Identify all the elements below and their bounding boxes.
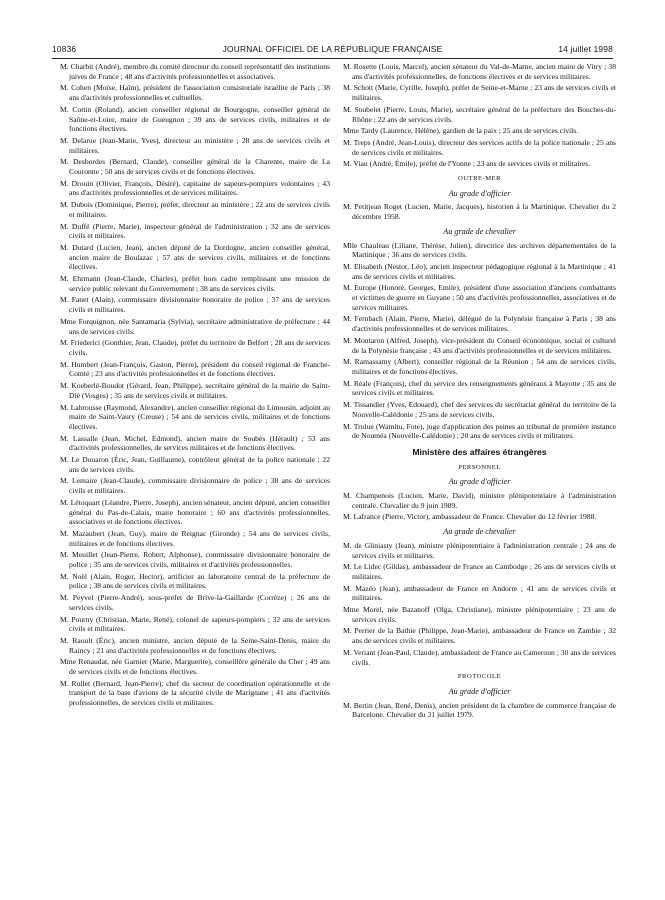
list-item: M. Le Douaron (Éric, Jean, Guillaume), contrôleur général de la police nationale ; 22 ans de services civils. <box>60 455 330 474</box>
list-item: M. Treps (André, Jean-Louis), directeur des services actifs de la police nationale ; 25 ans de services civils et militaires. <box>343 137 616 157</box>
section-heading-outremer: OUTRE-MER <box>458 175 501 183</box>
header-rule <box>52 58 613 59</box>
grade-heading-officier: Au grade d'officier <box>448 188 511 198</box>
list-item: M. Létoquart (Léandre, Pierre, Joseph), ancien sénateur, ancien député, ancien conseiller général du Pas-de-Calais, maire honoraire ; 60 ans d'activités professionnelles, associatives et de fonctions électives. <box>60 497 330 527</box>
list-item: M. Rosette (Louis, Marcel), ancien sénateur du Val-de-Marne, ancien maire de Vitry ; 38 ans d'activités professionnelles, de fonctions électives et de services militaires. <box>343 62 616 81</box>
list-item: M. Réale (François), chef du service des renseignements généraux à Mayotte ; 35 ans de services civils et militaires. <box>343 378 616 398</box>
page-header <box>52 44 613 58</box>
list-item: M. Raoult (Éric), ancien ministre, ancien député de la Seine-Saint-Denis, maire du Raincy ; 21 ans d'activités professionnelles et de fonctions électives. <box>60 635 330 655</box>
list-item: M. Charbit (André), membre du comité directeur du conseil représentatif des institutions juives de France ; 48 ans d'activités professionnelles et associatives. <box>60 62 330 81</box>
list-item: M. Drouin (Olivier, François, Désiré), capitaine de sapeurs-pompiers volontaires ; 43 ans d'activités professionnelles et de services militaires. <box>60 178 330 198</box>
list-item: M. Cohen (Moïse, Haïm), président de l'association consistoriale israélite de Paris ; 38 ans d'activités professionnelles et cultuelles. <box>60 83 330 103</box>
list-item: M. Elisabeth (Nestor, Léo), ancien inspecteur pédagogique régional à la Martinique ; 41 ans de services civils et militaires. <box>343 261 616 281</box>
list-item: M. Friederici (Gonthier, Jean, Claude), préfet du territoire de Belfort ; 28 ans de services civils. <box>60 338 330 357</box>
list-item: M. Lemaire (Jean-Claude), commissaire divisionnaire de police ; 38 ans de services civils et militaires. <box>60 476 330 496</box>
list-item: M. Mazaubert (Jean, Guy), maire de Reignac (Gironde) ; 54 ans de services civils, militaires et de fonctions électives. <box>60 528 330 548</box>
list-item: M. Mazéo (Jean), ambassadeur de France en Andorre ; 41 ans de services civils et militaires. <box>343 583 616 603</box>
list-item: M. Cottin (Roland), ancien conseiller régional de Bourgogne, conseiller général de Saône-et-Loire, maire de Gueugnon ; 39 ans de services civils, militaires et de fonctions électives. <box>60 104 330 134</box>
list-item: M. Koeberlé-Boudot (Gérard, Jean, Philippe), secrétaire général de la mairie de Saint-Dié (Vosges) ; 35 ans de services civils et militaires. <box>60 381 330 400</box>
list-item: Mme Morel, née Bazanoff (Olga, Christiane), ministre plénipotentiaire ; 23 ans de services civils. <box>343 605 616 624</box>
list-item: Mlle Chauleau (Liliane, Thérèse, Julien), directrice des archives départementales de la Martinique ; 36 ans de services civils. <box>343 240 616 260</box>
left-column <box>60 62 330 710</box>
list-item: M. Trolue (Wamitu, Fote), juge d'application des peines au tribunal de première instance de Nouméa (Nouvelle-Calédonie) ; 20 ans de services civils et militaires. <box>343 421 616 441</box>
list-item: M. Ramassamy (Albert), conseiller régional de la Réunion ; 54 ans de services civils, militaires et de fonctions électives. <box>343 357 616 376</box>
list-item: M. Soubelet (Pierre, Louis, Marie), secrétaire général de la préfecture des Bouches-du-Rhône ; 22 ans de services civils. <box>343 104 616 124</box>
list-item: M. Meuillet (Jean-Pierre, Robert, Alphonse), commissaire divisionnaire honoraire de police ; 35 ans de services civils, militaires et d'activités professionnelles. <box>60 550 330 570</box>
list-item: M. Dutard (Lucien, Jean), ancien député de la Dordogne, ancien conseiller général, ancien maire de Boulazac ; 57 ans de services civils, militaires et de fonctions électives. <box>60 242 330 272</box>
list-item: M. Desbordes (Bernard, Claude), conseiller général de la Charente, maire de La Couronne ; 50 ans de services civils et de fonctions électives. <box>60 157 330 177</box>
list-item: Mme Renaudat, née Garnier (Marie, Marguerite), conseillère générale du Cher ; 49 ans de services civils et de fonctions électives. <box>60 657 330 677</box>
list-item: M. Schott (Marie, Cyrille, Joseph), préfet de Seine-et-Marne ; 23 ans de services civils et militaires. <box>343 83 616 103</box>
list-item: M. Perrier de la Bathie (Philippe, Jean-Marie), ambassadeur de France en Zambie ; 32 ans de services civils et militaires. <box>343 626 616 646</box>
grade-heading-chevalier: Au grade de chevalier <box>443 527 516 537</box>
list-item: M. Pourny (Christian, Marie, René), colonel de sapeurs-pompiers ; 32 ans de services civils et militaires. <box>60 614 330 634</box>
list-item: M. Veriant (Jean-Paul, Claude), ambassadeur de France au Cameroun ; 30 ans de services civils. <box>343 647 616 667</box>
list-item: M. Viau (André, Émile), préfet de l'Yonne ; 23 ans de services civils et militaires. <box>343 159 591 169</box>
list-item: M. Fernbach (Alain, Pierre, Marie), délégué de la Polynésie française à Paris ; 38 ans d'activités professionnelles et de services militaires. <box>343 314 616 334</box>
ministry-title: Ministère des affaires étrangères <box>412 446 547 457</box>
list-item: M. Tissandier (Yves, Edouard), chef des services du secrétariat général du territoire de la Nouvelle-Calédonie ; 25 ans de services civils. <box>343 400 616 419</box>
list-item: M. Noël (Alain, Roger, Hector), artificier au laboratoire central de la préfecture de police ; 38 ans de services civils et militaires. <box>60 571 330 591</box>
list-item: M. Humbert (Jean-François, Gaston, Pierre), président du conseil régional de Franche-Comté ; 23 ans d'activités professionnelles et de fonctions électives. <box>60 359 330 379</box>
list-item: M. de Gliniasty (Jean), ministre plénipotentiaire à l'administration centrale ; 24 ans de services civils et militaires. <box>343 540 616 560</box>
list-item: M. Delarue (Jean-Marie, Yves), directeur au ministère ; 28 ans de services civils et militaires. <box>60 135 330 155</box>
right-column <box>343 62 616 722</box>
list-item: M. Ehrmann (Jean-Claude, Charles), préfet hors cadre remplissant une mission de service public relevant du Gouvernement ; 38 ans de services civils. <box>60 274 330 293</box>
grade-heading-officier: Au grade d'officier <box>448 686 511 696</box>
list-item: M. Duffé (Pierre, Marie), inspecteur général de l'administration ; 32 ans de services civils et militaires. <box>60 221 330 241</box>
grade-heading-officier: Au grade d'officier <box>448 477 511 487</box>
list-item: M. Fanet (Alain), commissaire divisionnaire honoraire de police ; 37 ans de services civils et militaires. <box>60 295 330 315</box>
list-item: M. Europe (Honoré, Georges, Emile), président d'une association d'anciens combattants et victimes de guerre en Guyane ; 50 ans d'activités professionnelles, associatives et de services militaires. <box>343 283 616 312</box>
section-heading-personnel: PERSONNEL <box>458 463 501 471</box>
list-item: M. Bertin (Jean, René, Denis), ancien président de la chambre de commerce française de Barcelone. Chevalier du 31 juillet 1979. <box>343 700 616 720</box>
list-item: M. Labrousse (Raymond, Alexandre), ancien conseiller régional du Limousin, adjoint au maire de Saint-Vaury (Creuse) ; 54 ans de services civils, militaires et de fonctions électives. <box>60 402 330 431</box>
list-item: M. Peyvel (Pierre-André), sous-préfet de Brive-la-Gaillarde (Corrèze) ; 26 ans de services civils. <box>60 593 330 612</box>
list-item: M. Lassalle (Jean, Michel, Edmond), ancien maire de Soubès (Hérault) ; 53 ans d'activités professionnelles, de services militaires et de fonctions électives. <box>60 433 330 453</box>
list-item: M. Dubois (Dominique, Pierre), préfet, directeur au ministère ; 22 ans de services civils et militaires. <box>60 200 330 219</box>
list-item: Mme Forquignon, née Santamaria (Sylvia), secrétaire administrative de préfecture ; 44 ans de services civils. <box>60 316 330 336</box>
issue-date: 14 juillet 1998 <box>558 44 613 54</box>
list-item: Mme Tardy (Laurence, Hélène), gardien de la paix ; 25 ans de services civils. <box>343 126 579 136</box>
list-item: M. Montaron (Alfred, Joseph), vice-président du Conseil économique, social et culturel de la Polynésie française ; 43 ans d'activités professionnelles et de services militaires. <box>343 335 616 355</box>
journal-title: JOURNAL OFFICIEL DE LA RÉPUBLIQUE FRANÇAISE <box>222 44 443 54</box>
list-item: M. Champenois (Lucien, Marie, David), ministre plénipotentiaire à l'administration centrale. Chevalier du 9 juin 1989. <box>343 491 616 510</box>
section-heading-protocole: PROTOCOLE <box>457 673 502 681</box>
list-item: M. Rollet (Bernard, Jean-Pierre), chef du secteur de coordination opérationnelle et de transport de la base d'avions de la sécurité civile de Marignane ; 41 ans d'activités professionnelles, de services civils et militaires. <box>60 678 330 708</box>
list-item: M. Le Lidec (Gildas), ambassadeur de France au Cambodge ; 26 ans de services civils et militaires. <box>343 562 616 581</box>
grade-heading-chevalier: Au grade de chevalier <box>443 226 516 236</box>
list-item: M. Lafrance (Pierre, Victor), ambassadeur de France. Chevalier du 12 février 1988. <box>343 512 597 522</box>
page-number: 10836 <box>52 44 77 54</box>
list-item: M. Petitjean Roget (Lucien, Marie, Jacques), historien à la Martinique. Chevalier du 2 décembre 1958. <box>343 202 616 222</box>
